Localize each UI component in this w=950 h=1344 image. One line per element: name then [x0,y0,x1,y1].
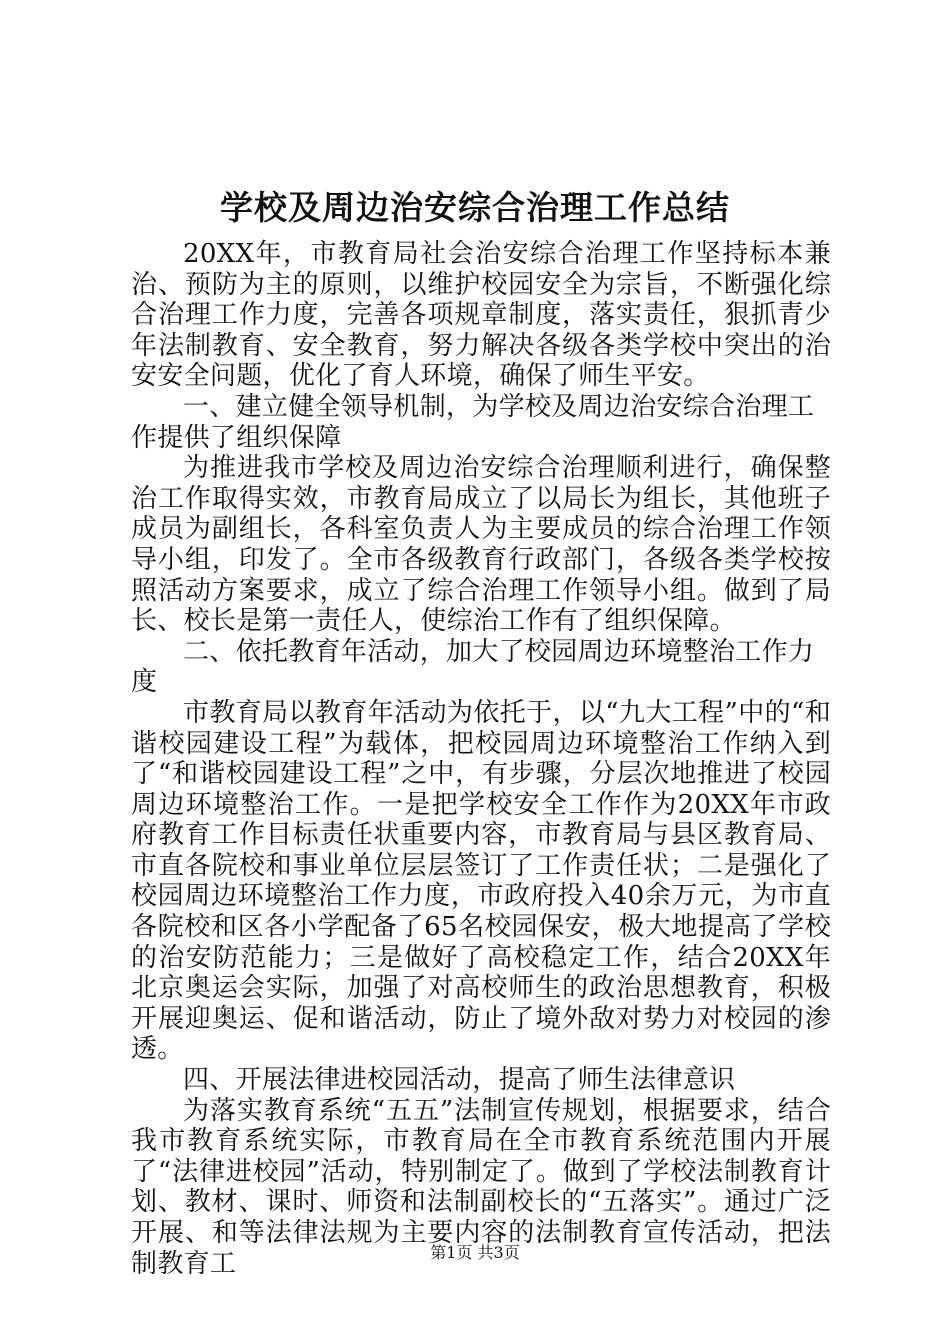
section-heading-2: 二、依托教育年活动，加大了校园周边环境整治工作力度 [131,636,815,698]
page-number-footer: 第1页 共3页 [430,1243,520,1262]
document-body [131,239,831,1279]
section-paragraph-1: 为推进我市学校及周边治安综合治理顺利进行，确保整治工作取得实效，市教育局成立了以局长为组长，其他班子成员为副组长，各科室负责人为主要成员的综合治理工作领导小组，印发了。全市各级教育行政部门，各级各类学校按照活动方案要求，成立了综合治理工作领导小组。做到了局长、校长是第一责任人，使综治工作有了组织保障。 [131,453,831,637]
section-heading-1: 一、建立健全领导机制，为学校及周边治安综合治理工作提供了组织保障 [131,391,815,453]
document-title: 学校及周边治安综合治理工作总结 [220,188,730,227]
section-paragraph-4: 为落实教育系统“五五”法制宣传规划，根据要求，结合我市教育系统实际，市教育局在全市教育系统范围内开展了“法律进校园”活动，特别制定了。做到了学校法制教育计划、教材、课时、师资和法制副校长的“五落实”。通过广泛开展、和等法律法规为主要内容的法制教育宣传活动，把法制教育工 [131,1095,831,1279]
section-paragraph-2: 市教育局以教育年活动为依托于，以“九大工程”中的“和谐校园建设工程”为载体，把校园周边环境整治工作纳入到了“和谐校园建设工程”之中，有步骤，分层次地推进了校园周边环境整治工作。一是把学校安全工作作为20XX年市政府教育工作目标责任状重要内容，市教育局与县区教育局、市直各院校和事业单位层层签订了工作责任状；二是强化了校园周边环境整治工作力度，市政府投入40余万元，为市直各院校和区各小学配备了65名校园保安，极大地提高了学校的治安防范能力；三是做好了高校稳定工作，结合20XX年北京奥运会实际，加强了对高校师生的政治思想教育，积极开展迎奥运、促和谐活动，防止了境外敌对势力对校园的渗透。 [131,697,831,1065]
intro-paragraph: 20XX年，市教育局社会治安综合治理工作坚持标本兼治、预防为主的原则，以维护校园安全为宗旨，不断强化综合治理工作力度，完善各项规章制度，落实责任，狠抓青少年法制教育、安全教育，努力解决各级各类学校中突出的治安安全问题，优化了育人环境，确保了师生平安。 [131,239,831,392]
section-heading-4: 四、开展法律进校园活动，提高了师生法律意识 [183,1065,736,1096]
